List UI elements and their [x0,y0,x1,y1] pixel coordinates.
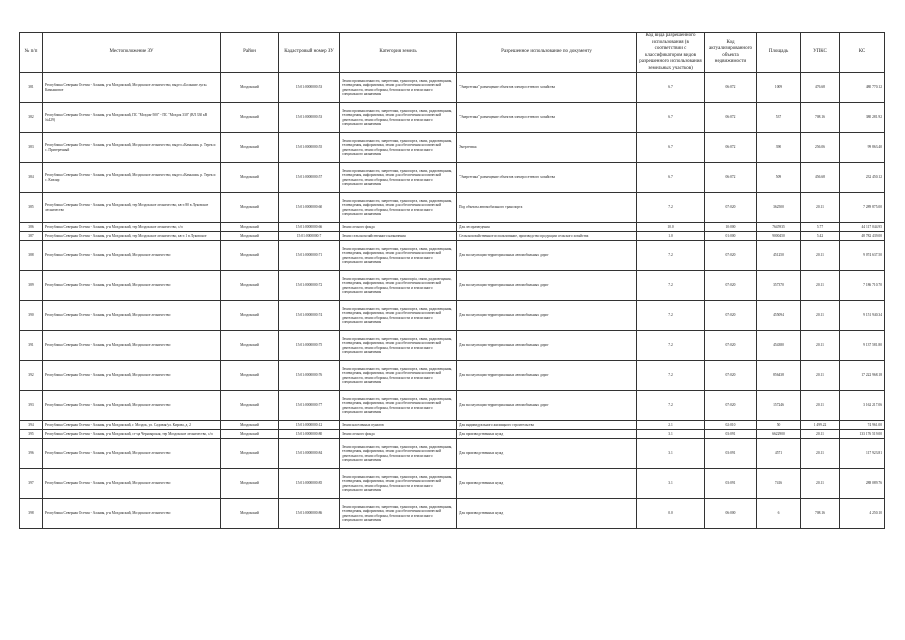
cell-land-category: Земли промышленности, энергетики, транспорта, связи, радиовещания, телевидения, информатики, земли для обеспечения космической деятельности, земли обороны, безопасности и земли иного специального назначения [340,499,457,529]
cell-use-code: 6.7 [637,133,705,163]
cell-district: Моздокский [221,163,279,193]
cell-number: 395 [20,430,43,439]
cell-number: 389 [20,271,43,301]
header-ks: КС [840,33,885,73]
table-row [20,193,885,223]
cell-object-code: 07:020 [705,271,757,301]
cell-use-code: 7.2 [637,361,705,391]
table-row [20,163,885,193]
cell-land-category: Земли промышленности, энергетики, транспорта, связи, радиовещания, телевидения, информатики, земли для обеспечения космической деятельности, земли обороны, безопасности и земли иного специального назначения [340,301,457,331]
cell-land-category: Земли промышленности, энергетики, транспорта, связи, радиовещания, телевидения, информатики, земли для обеспечения космической деятельности, земли обороны, безопасности и земли иного специального назначения [340,73,457,103]
cell-permitted-use: Для эксплуатации территориальных автомобильных дорог [457,331,637,361]
cell-object-code: 03:091 [705,469,757,499]
cell-area: 455094 [757,301,801,331]
cell-cadastral-number: 15:01:0000000:66 [279,223,340,232]
table-row [20,469,885,499]
cell-use-code: 7.2 [637,241,705,271]
cell-cadastral-number: 15:01:0000000:85 [279,469,340,499]
cell-upks: 256.06 [801,133,840,163]
cell-use-code: 7.2 [637,301,705,331]
header-number: № п/п [20,33,43,73]
cell-ks: 380 281.92 [840,103,885,133]
cell-number: 393 [20,391,43,421]
table-row [20,331,885,361]
cell-ks: 99 863.40 [840,133,885,163]
cell-location: Республика Северная Осетия - Алания, р-н Моздокский, Моздокское лесничество, выдел «Большие луга» Камышовое [43,73,221,103]
cell-area: 390 [757,133,801,163]
table-row [20,73,885,103]
cell-permitted-use: Под объекты автомобильного транспорта [457,193,637,223]
cell-object-code: 10:000 [705,223,757,232]
header-row [20,33,885,73]
cell-area: 362500 [757,193,801,223]
cell-object-code: 07:020 [705,391,757,421]
cell-upks: 20.11 [801,469,840,499]
cell-area: 856438 [757,361,801,391]
cell-cadastral-number: 15:01:0000000:80 [279,430,340,439]
table-row [20,499,885,529]
cell-district: Моздокский [221,430,279,439]
cell-area: 9000450 [757,232,801,241]
cell-location: Республика Северная Осетия - Алания, р-н Моздокский, тер Моздокское лесничество, кв-л 80 в Луковское лесничество [43,193,221,223]
cell-cadastral-number: 15:01:0000000:53 [279,103,340,133]
cell-district: Моздокский [221,331,279,361]
cell-upks: 20.11 [801,430,840,439]
cell-cadastral-number: 15:01:0000000:7 [279,232,340,241]
cell-object-code: 06:072 [705,163,757,193]
cell-land-category: Земли промышленности, энергетики, транспорта, связи, радиовещания, телевидения, информатики, земли для обеспечения космической деятельности, земли обороны, безопасности и земли иного специального назначения [340,391,457,421]
table-row [20,271,885,301]
cell-object-code: 02:010 [705,421,757,430]
cell-cadastral-number: 15:01:0000000:55 [279,133,340,163]
cell-cadastral-number: 15:01:0000000:76 [279,361,340,391]
cell-location: Республика Северная Осетия - Алания, р-н Моздокский, тер Моздокское лесничество, кв-л 1 в Луковское [43,232,221,241]
cell-district: Моздокский [221,223,279,232]
cell-location: Республика Северная Осетия - Алания, р-н Моздокский, ст-ца Черноярская, тер Моздокское лесничество, с/п [43,430,221,439]
cell-permitted-use: Для лесоразведения [457,223,637,232]
cell-object-code: 07:020 [705,193,757,223]
cell-location: Республика Северная Осетия - Алания, р-н Моздокский, Моздокское лесничество [43,301,221,331]
cell-area: 357370 [757,271,801,301]
cell-object-code: 06:072 [705,133,757,163]
cell-upks: 5.42 [801,232,840,241]
cell-object-code: 07:020 [705,361,757,391]
cell-use-code: 6.7 [637,73,705,103]
cell-district: Моздокский [221,439,279,469]
cell-upks: 476.68 [801,73,840,103]
cell-permitted-use: Для эксплуатации территориальных автомобильных дорог [457,241,637,271]
cell-object-code: 03:091 [705,430,757,439]
header-upks: УПКС [801,33,840,73]
cell-number: 386 [20,223,43,232]
cell-location: Республика Северная Осетия - Алания, р-н Моздокский, Моздокское лесничество [43,271,221,301]
cell-cadastral-number: 15:01:0000000:53 [279,73,340,103]
cell-permitted-use: Для производственных нужд [457,469,637,499]
cell-upks: 20.11 [801,241,840,271]
cell-area: 451250 [757,241,801,271]
cell-cadastral-number: 15:01:0000000:12 [279,421,340,430]
cell-permitted-use: Для эксплуатации территориальных автомобильных дорог [457,301,637,331]
cell-land-category: Земли промышленности, энергетики, транспорта, связи, радиовещания, телевидения, информатики, земли для обеспечения космической деятельности, земли обороны, безопасности и земли иного специального назначения [340,193,457,223]
cell-upks: 20.11 [801,331,840,361]
cell-use-code: 3.1 [637,430,705,439]
table-body [20,73,885,529]
cell-ks: 4 250.10 [840,499,885,529]
cell-area: 7645935 [757,223,801,232]
cell-permitted-use: "Энергетика" размещение объектов электросетевого хозяйства [457,73,637,103]
cell-number: 398 [20,499,43,529]
cell-cadastral-number: 15:01:0000000:60 [279,193,340,223]
cell-land-category: Земли лесного фонда [340,430,457,439]
cell-location: Республика Северная Осетия - Алания, р-н Моздокский, Моздокское лесничество [43,331,221,361]
cell-land-category: Земли населенных пунктов [340,421,457,430]
cell-land-category: Земли лесного фонда [340,223,457,232]
cell-upks: 708.16 [801,499,840,529]
cell-object-code: 06:000 [705,499,757,529]
cell-land-category: Земли промышленности, энергетики, транспорta, связи, радиовещания, телевидения, информатики, земли для обеспечения космической деятельности, земли обороны, безопасности и земли иного специального назначения [340,271,457,301]
cell-ks: 7 289 875.00 [840,193,885,223]
cell-permitted-use: Для производственных нужд [457,439,637,469]
cell-object-code: 07:020 [705,241,757,271]
cell-permitted-use: Энергетика [457,133,637,163]
cell-object-code: 06:072 [705,103,757,133]
cell-area: 6622900 [757,430,801,439]
cell-upks: 20.11 [801,301,840,331]
cell-location: Республика Северная Осетия - Алания, р-н Моздокский, ПС "Моздок-500" - ПС "Моздок 330" (ВЛ 330 кВ №429) [43,103,221,133]
cell-ks: 232 450.12 [840,163,885,193]
cell-ks: 117 923.81 [840,439,885,469]
cell-upks: 20.11 [801,361,840,391]
cell-land-category: Земли сельскохозяйственного назначения [340,232,457,241]
cell-number: 383 [20,133,43,163]
cell-cadastral-number: 15:01:0000000:57 [279,163,340,193]
header-permitted-use: Разрешенное использование по документу [457,33,637,73]
header-area: Площадь [757,33,801,73]
cell-use-code: 7.2 [637,331,705,361]
cell-ks: 7 186 710.70 [840,271,885,301]
cell-upks: 20.11 [801,391,840,421]
cell-permitted-use: Для эксплуатации территориальных автомобильных дорог [457,271,637,301]
cell-upks: 20.11 [801,271,840,301]
cell-district: Моздокский [221,421,279,430]
cell-number: 392 [20,361,43,391]
cell-number: 384 [20,163,43,193]
cell-permitted-use: Для эксплуатации территориальных автомобильных дорог [457,361,637,391]
cell-use-code: 7.2 [637,193,705,223]
cell-district: Моздокский [221,232,279,241]
cell-permitted-use: "Энергетика" размещение объектов электросетевого хозяйства [457,163,637,193]
cell-ks: 9 151 940.34 [840,301,885,331]
table-row [20,391,885,421]
header-district: Район [221,33,279,73]
cell-number: 381 [20,73,43,103]
cell-area: 509 [757,163,801,193]
cell-use-code: 2.1 [637,421,705,430]
cell-permitted-use: Для производственных нужд [457,430,637,439]
cell-use-code: 0.0 [637,499,705,529]
table-row [20,421,885,430]
cell-upks: 20.11 [801,193,840,223]
cell-permitted-use: Сельскохозяйственное использование, производство продукции сельского хозяйства [457,232,637,241]
cell-location: Республика Северная Осетия - Алания, р-н Моздокский, Моздокское лесничество [43,469,221,499]
cell-upks: 1 499.22 [801,421,840,430]
cell-ks: 74 961.00 [840,421,885,430]
cell-object-code: 07:020 [705,301,757,331]
table-row [20,439,885,469]
cell-object-code: 01:000 [705,232,757,241]
table-row [20,232,885,241]
header-land-category: Категория земель [340,33,457,73]
table-row [20,223,885,232]
cell-location: Республика Северная Осетия - Алания, р-н Моздокский, тер Моздокское лесничество, с/п [43,223,221,232]
cell-number: 382 [20,103,43,133]
cell-use-code: 1.0 [637,232,705,241]
cell-district: Моздокский [221,301,279,331]
cell-ks: 9 137 581.80 [840,331,885,361]
cell-land-category: Земли промышленности, энергетики, транспорта, связи, радиовещания, телевидения, информатики, земли для обеспечения космической деятельности, земли обороны, безопасности и земли иного специального назначения [340,163,457,193]
cell-area: 7416 [757,469,801,499]
cell-location: Республика Северная Осетия - Алания, р-н Моздокский, Моздокское лесничество [43,439,221,469]
cell-cadastral-number: 15:01:0000000:74 [279,301,340,331]
cell-district: Моздокский [221,361,279,391]
header-use-code: Код вида разрешенного использования (в соответствии с классификатором видов разрешенного использования земельных участков) [637,33,705,73]
land-register-table [19,32,885,529]
cell-number: 385 [20,193,43,223]
cell-area: 50 [757,421,801,430]
header-location: Местоположение ЗУ [43,33,221,73]
cell-number: 394 [20,421,43,430]
table-row [20,301,885,331]
cell-district: Моздокский [221,193,279,223]
cell-area: 4571 [757,439,801,469]
cell-district: Моздокский [221,499,279,529]
cell-ks: 17 222 968.18 [840,361,885,391]
cell-upks: 20.11 [801,439,840,469]
cell-district: Моздокский [221,271,279,301]
cell-permitted-use: Для производственных нужд [457,499,637,529]
cell-use-code: 3.1 [637,439,705,469]
cell-district: Моздокский [221,133,279,163]
cell-cadastral-number: 15:01:0000000:71 [279,241,340,271]
cell-upks: 5.77 [801,223,840,232]
cell-number: 397 [20,469,43,499]
cell-upks: 456.68 [801,163,840,193]
cell-cadastral-number: 15:01:0000000:86 [279,499,340,529]
cell-object-code: 06:072 [705,73,757,103]
table-row [20,103,885,133]
cell-district: Моздокский [221,391,279,421]
cell-permitted-use: "Энергетика" размещение объектов электросетевого хозяйства [457,103,637,133]
cell-area: 454380 [757,331,801,361]
cell-permitted-use: Для эксплуатации территориальных автомобильных дорог [457,391,637,421]
cell-use-code: 3.1 [637,469,705,499]
cell-land-category: Земли промышленности, энергетики, транспорта, связи, радиовещания, телевидения, информатики, земли для обеспечения космической деятельности, земли обороны, безопасности и земли иного специального назначения [340,133,457,163]
table-row [20,361,885,391]
cell-district: Моздокский [221,103,279,133]
cell-use-code: 7.2 [637,271,705,301]
cell-location: Республика Северная Осетия - Алания, р-н Моздокский, Моздокское лесничество, выдел «Камыши» р. Терек и с. Притеречный [43,133,221,163]
cell-location: Республика Северная Осетия - Алания, р-н Моздокский, Моздокское лесничество [43,499,221,529]
cell-cadastral-number: 15:01:0000000:84 [279,439,340,469]
cell-cadastral-number: 15:01:0000000:75 [279,331,340,361]
cell-cadastral-number: 15:01:0000000:77 [279,391,340,421]
cell-ks: 44 117 044.95 [840,223,885,232]
cell-number: 390 [20,301,43,331]
cell-number: 391 [20,331,43,361]
cell-use-code: 6.7 [637,163,705,193]
cell-location: Республика Северная Осетия - Алания, р-н Моздокский, Моздокское лесничество [43,361,221,391]
cell-ks: 288 089.76 [840,469,885,499]
cell-land-category: Земли промышленности, энергетики, транспорта, связи, радиовещания, телевидения, информатики, земли для обеспечения космической деятельности, земли обороны, безопасности и земли иного специального назначения [340,241,457,271]
cell-land-category: Земли промышленности, энергетики, транспорта, связи, радиовещания, телевидения, информатики, земли для обеспечения космической деятельности, земли обороны, безопасности и земли иного специального назначения [340,361,457,391]
table-row [20,241,885,271]
table-row [20,133,885,163]
cell-permitted-use: Для индивидуального жилищного строительства [457,421,637,430]
cell-land-category: Земли промышленности, энергетики, транспорта, связи, радиовещания, телевидения, информатики, земли для обеспечения космической деятельности, земли обороны, безопасности и земли иного специального назначения [340,439,457,469]
cell-number: 387 [20,232,43,241]
cell-land-category: Земли промышленности, энергетики, транспорта, связи, радиовещания, телевидения, информатики, земли для обеспечения космической деятельности, земли обороны, безопасности и земли иного специального назначения [340,469,457,499]
cell-location: Республика Северная Осетия - Алания, р-н Моздокский, Моздокское лесничество [43,241,221,271]
cell-use-code: 10.0 [637,223,705,232]
cell-ks: 480 770.12 [840,73,885,103]
cell-area: 537 [757,103,801,133]
cell-location: Республика Северная Осетия - Алания, р-н Моздокский, г. Моздок, ул. Садовая/ул. Кирова, д. 2 [43,421,221,430]
cell-ks: 3 162 217.06 [840,391,885,421]
cell-use-code: 7.2 [637,391,705,421]
cell-district: Моздокский [221,73,279,103]
cell-location: Республика Северная Осетия - Алания, р-н Моздокский, Моздокское лесничество [43,391,221,421]
cell-area: 6 [757,499,801,529]
cell-location: Республика Северная Осетия - Алания, р-н Моздокский, Моздокское лесничество, выдел «Камыши» р. Терек и с. Кизляр [43,163,221,193]
cell-cadastral-number: 15:01:0000000:72 [279,271,340,301]
cell-area: 157246 [757,391,801,421]
cell-land-category: Земли промышленности, энергетики, транспорта, связи, радиовещания, телевидения, информатики, земли для обеспечения космической деятельности, земли обороны, безопасности и земли иного специального назначения [340,103,457,133]
cell-land-category: Земли промышленности, энергетики, транспорта, связи, радиовещания, телевидения, информатики, земли для обеспечения космической деятельности, земли обороны, безопасности и земли иного специального назначения [340,331,457,361]
cell-area: 1009 [757,73,801,103]
cell-use-code: 6.7 [637,103,705,133]
header-object-code: Код актуализированного объекта недвижимости [705,33,757,73]
cell-upks: 708.16 [801,103,840,133]
cell-district: Моздокский [221,241,279,271]
cell-number: 396 [20,439,43,469]
cell-number: 388 [20,241,43,271]
header-cadastral-number: Кадастровый номер ЗУ [279,33,340,73]
cell-ks: 48 782 439.00 [840,232,885,241]
cell-district: Моздокский [221,469,279,499]
cell-object-code: 03:091 [705,439,757,469]
cell-object-code: 07:020 [705,331,757,361]
cell-ks: 9 074 637.50 [840,241,885,271]
table-row [20,430,885,439]
cell-ks: 133 176 519.00 [840,430,885,439]
